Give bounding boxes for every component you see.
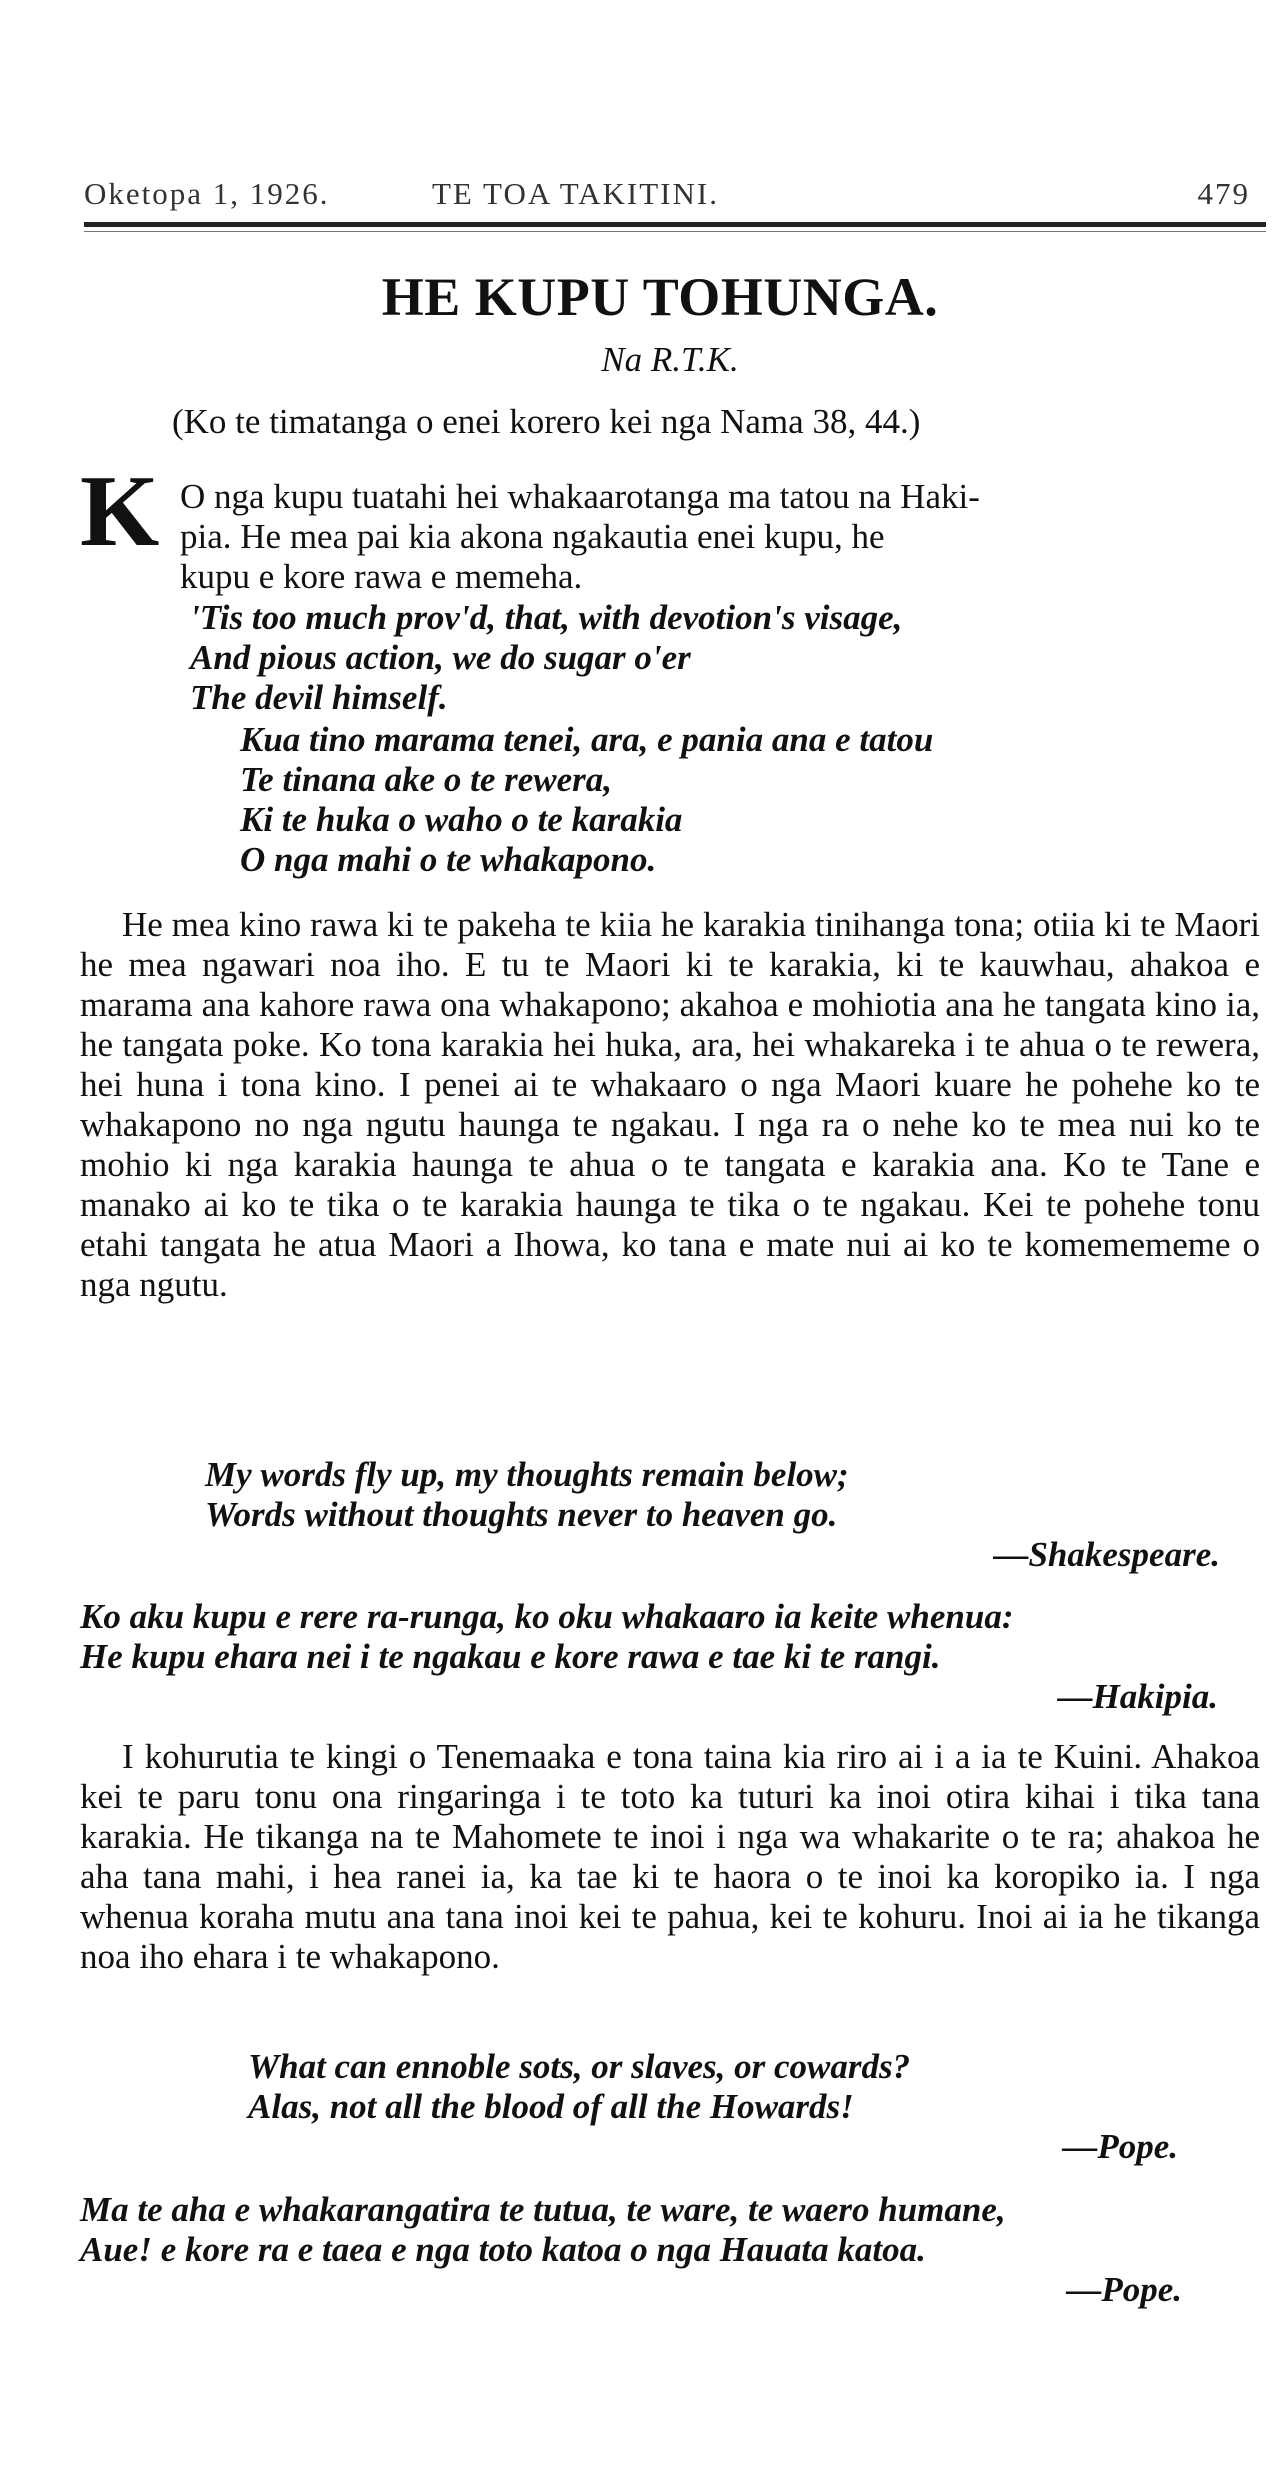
verse-line: And pious action, we do sugar o'er bbox=[190, 638, 691, 677]
verse-line: Ko aku kupu e rere ra-runga, ko oku whakaaro ia keite whenua: bbox=[80, 1597, 1014, 1636]
verse-line: The devil himself. bbox=[190, 678, 448, 717]
drop-cap: K bbox=[80, 455, 160, 568]
maori-verse-1 bbox=[240, 720, 933, 880]
verse-line: My words fly up, my thoughts remain below; bbox=[205, 1455, 849, 1494]
body-paragraph-1 bbox=[80, 905, 1260, 1305]
verse-line: What can ennoble sots, or slaves, or cowards? bbox=[248, 2047, 911, 2086]
running-header bbox=[84, 176, 1250, 216]
english-verse-3 bbox=[248, 2047, 910, 2127]
verse-line: Ma te aha e whakarangatira te tutua, te ware, te waero humane, bbox=[80, 2190, 1006, 2229]
verse-line: Kua tino marama tenei, ara, e pania ana e tatou bbox=[240, 720, 934, 759]
verse-line: Aue! e kore ra e taea e nga toto katoa o nga Hauata katoa. bbox=[80, 2230, 926, 2269]
header-page-number: 479 bbox=[1197, 176, 1250, 211]
verse-line: Te tinana ake o te rewera, bbox=[240, 760, 613, 799]
verse-line: O nga mahi o te whakapono. bbox=[240, 840, 657, 879]
article-reference: (Ko te timatanga o enei korero kei nga Nama 38, 44.) bbox=[172, 402, 921, 441]
attribution-pope-2: —Pope. bbox=[1066, 2270, 1182, 2309]
verse-line: He kupu ehara nei i te ngakau e kore rawa e tae ki te rangi. bbox=[80, 1637, 941, 1676]
article-title: HE KUPU TOHUNGA. bbox=[381, 267, 939, 327]
opening-line: kupu e kore rawa e memeha. bbox=[180, 557, 583, 596]
opening-paragraph bbox=[180, 477, 1260, 597]
header-date: Oketopa 1, 1926. bbox=[84, 176, 330, 211]
header-rule-thin bbox=[84, 231, 1266, 232]
english-verse-2 bbox=[205, 1455, 849, 1535]
paragraph-text: He mea kino rawa ki te pakeha te kiia he karakia tinihanga tona; otiia ki te Maori he mea ngawari noa iho. E tu te Maori ki te karakia, ki te kauwhau, ahakoa e marama ana kahore rawa ona whakapono; akahoa e mohiotia ana he tangata kino ia, he tangata poke. Ko tona karakia hei huka, ara, hei whakareka i te ahua o te rewera, hei huna i tona kino. I penei ai te whakaaro o nga Maori kuare he pohehe ko te whakapono no nga ngutu haunga te ngakau. I nga ra o nehe ko te mea nui ko te mohio ki nga karakia haunga te ahua o te tangata e karakia ana. Ko te Tane e manako ai ko te tika o te karakia haunga te tika o te ngakau. Kei te pohehe tonu etahi tangata he atua Maori a Ihowa, ko tana e mate nui ai ko te komemememe o nga ngutu. bbox=[80, 905, 1260, 1304]
verse-line: Alas, not all the blood of all the Howards! bbox=[248, 2087, 854, 2126]
attribution-pope-1: —Pope. bbox=[1062, 2127, 1178, 2166]
header-publication: TE TOA TAKITINI. bbox=[432, 176, 719, 211]
english-verse-1 bbox=[190, 598, 902, 718]
verse-line: Ki te huka o waho o te karakia bbox=[240, 800, 683, 839]
paragraph-text: I kohurutia te kingi o Tenemaaka e tona taina kia riro ai i a ia te Kuini. Ahakoa kei te paru tonu ona ringaringa i te toto ka tuturi ka inoi otira kihai i tika tana karakia. He tikanga na te Mahomete te inoi i nga wa whakarite o te ra; ahakoa he aha tana mahi, i hea ranei ia, ka tae ki te haora o te inoi ka koropiko ia. I nga whenua koraha mutu ana tana inoi kei te pahua, kei te kohuru. Inoi ai ia he tikanga noa iho ehara i te whakapono. bbox=[80, 1737, 1260, 1976]
opening-line: O nga kupu tuatahi hei whakaarotanga ma tatou na Haki- bbox=[180, 477, 980, 516]
maori-verse-2 bbox=[80, 1597, 1013, 1677]
body-paragraph-2 bbox=[80, 1737, 1260, 1977]
attribution-shakespeare: —Shakespeare. bbox=[993, 1535, 1220, 1574]
opening-line: pia. He mea pai kia akona ngakautia enei kupu, he bbox=[180, 517, 885, 556]
verse-line: Words without thoughts never to heaven go. bbox=[205, 1495, 838, 1534]
verse-line: 'Tis too much prov'd, that, with devotion's visage, bbox=[190, 598, 903, 637]
header-rule bbox=[84, 222, 1266, 227]
attribution-hakipia: —Hakipia. bbox=[1057, 1677, 1218, 1716]
maori-verse-3 bbox=[80, 2190, 1006, 2270]
article-byline: Na R.T.K. bbox=[601, 340, 739, 379]
